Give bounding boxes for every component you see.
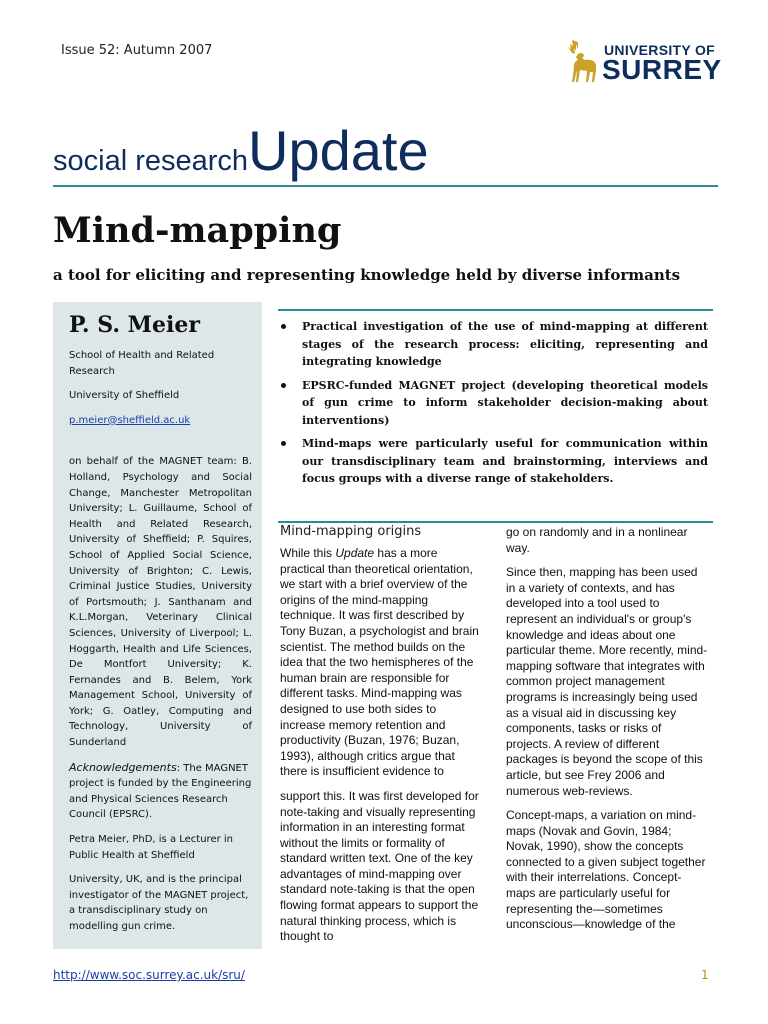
university-logo[interactable] bbox=[558, 38, 722, 86]
page-number: 1 bbox=[701, 968, 709, 982]
body-rule bbox=[278, 521, 713, 523]
summary-bullets bbox=[278, 318, 708, 494]
issue-label: Issue 52: Autumn 2007 bbox=[61, 43, 213, 58]
masthead-small: social research bbox=[53, 145, 249, 177]
footer-url-link[interactable]: http://www.soc.surrey.ac.uk/sru/ bbox=[53, 968, 245, 982]
article-title: Mind-mapping bbox=[53, 210, 342, 251]
section-heading: Mind-mapping origins bbox=[280, 524, 422, 539]
bio-line1: Petra Meier, PhD, is a Lecturer in Public Health at Sheffield bbox=[69, 834, 233, 861]
bullet-text: EPSRC-funded MAGNET project (developing theoretical models of gun crime to inform stakeholder decision-making about interventions) bbox=[302, 378, 708, 427]
ack-text: : The MAGNET project is funded by the Engineering and Physical Sciences Research Council (EPSRC). bbox=[69, 762, 252, 821]
bullet-dot-icon bbox=[281, 324, 286, 329]
bullet-text: Practical investigation of the use of mind-mapping at different stages of the research process: eliciting, representing and integrating knowledge bbox=[302, 320, 708, 368]
affiliation-university: University of Sheffield bbox=[69, 390, 180, 402]
logo-line1: UNIVERSITY OF bbox=[604, 42, 715, 58]
masthead bbox=[53, 118, 429, 183]
stag-icon bbox=[558, 38, 600, 84]
article-subtitle: a tool for eliciting and representing knowledge held by diverse informants bbox=[53, 266, 681, 284]
bullet-item bbox=[278, 318, 708, 371]
bullet-text: Mind-maps were particularly useful for communication within our transdisciplinary team and brainstorming, interviews and focus groups with a diverse range of stakeholders. bbox=[302, 437, 708, 485]
bullet-dot-icon bbox=[281, 441, 286, 446]
paragraph: support this. It was first developed for note-taking and visually representing information in an interesting format without the limits or formality of standard written text. One of the key advantages of mind-mapping over standard note-taking is that the open flowing format appears to support the natural thinking process, which is thought to bbox=[280, 788, 479, 944]
body-column-1 bbox=[280, 546, 482, 954]
bullet-item bbox=[278, 377, 708, 430]
ack-label: Acknowledgements bbox=[69, 760, 177, 774]
paragraph: While this Update has a more practical than theoretical orientation, we start with a brief overview of the origins of the mind-mapping technique. It was first described by Tony Buzan, a psychologist and brain scientist. The method builds on the idea that the two hemispheres of the human brain are responsible for different tasks. Mind-mapping was designed to use both sides to increase memory retention and productivity (Buzan, 1976; Buzan, 1993), although critics argue that there is insufficient evidence to bbox=[280, 546, 479, 779]
team-list: on behalf of the MAGNET team: B. Holland, Psychology and Social Change, Manchester Metropolitan University; L. Guillaume, School of Health and Related Research, University of Sheffield; P. Squires, School of Applied Social Science, University of Brighton; C. Lewis, Criminal Justice Studies, University of Portsmouth; J. Santhanam and K.L.Morgan, Veterinary Clinical Sciences, University of Liverpool; L. Hoggarth, Health and Life Sciences, De Montfort University; K. Fernandes and B. Belem, York Management School, University of York; G. Oatley, Computing and Technology, University of Sunderland bbox=[69, 456, 252, 749]
bullet-dot-icon bbox=[281, 383, 286, 388]
author-email-link[interactable]: p.meier@sheffield.ac.uk bbox=[69, 414, 191, 426]
bullet-item bbox=[278, 435, 708, 488]
author-name: P. S. Meier bbox=[69, 312, 200, 338]
acknowledgements bbox=[69, 760, 262, 823]
logo-line2: SURREY bbox=[602, 54, 722, 85]
paragraph: Concept-maps, a variation on mind-maps (Novak and Govin, 1984; Novak, 1990), show the concepts connected to a given subject together with their interrelations. Concept-maps are particularly useful for representing the—sometimes unconscious—knowledge of the bbox=[506, 808, 706, 932]
header-rule bbox=[53, 185, 718, 187]
affiliation-school: School of Health and Related Research bbox=[69, 350, 215, 377]
bullets-rule bbox=[278, 309, 713, 311]
body-column-2 bbox=[506, 525, 708, 942]
paragraph: go on randomly and in a nonlinear way. bbox=[506, 525, 688, 555]
paragraph: Since then, mapping has been used in a variety of contexts, and has developed into a tool used to represent an individual's or group's knowledge and ideas about one particular theme. More recently, mind-mapping software that integrates with common project management programs is increasingly being used as a visual aid in discussing key components, tasks or risks of projects. A review of different packages is beyond the scope of this article, but see Frey 2006 and numerous web-reviews. bbox=[506, 565, 708, 798]
author-sidebar bbox=[53, 302, 262, 949]
bio-line2: University, UK, and is the principal investigator of the MAGNET project, a transdisciplinary study on modelling gun crime. bbox=[69, 874, 249, 932]
masthead-big: Update bbox=[248, 119, 429, 182]
